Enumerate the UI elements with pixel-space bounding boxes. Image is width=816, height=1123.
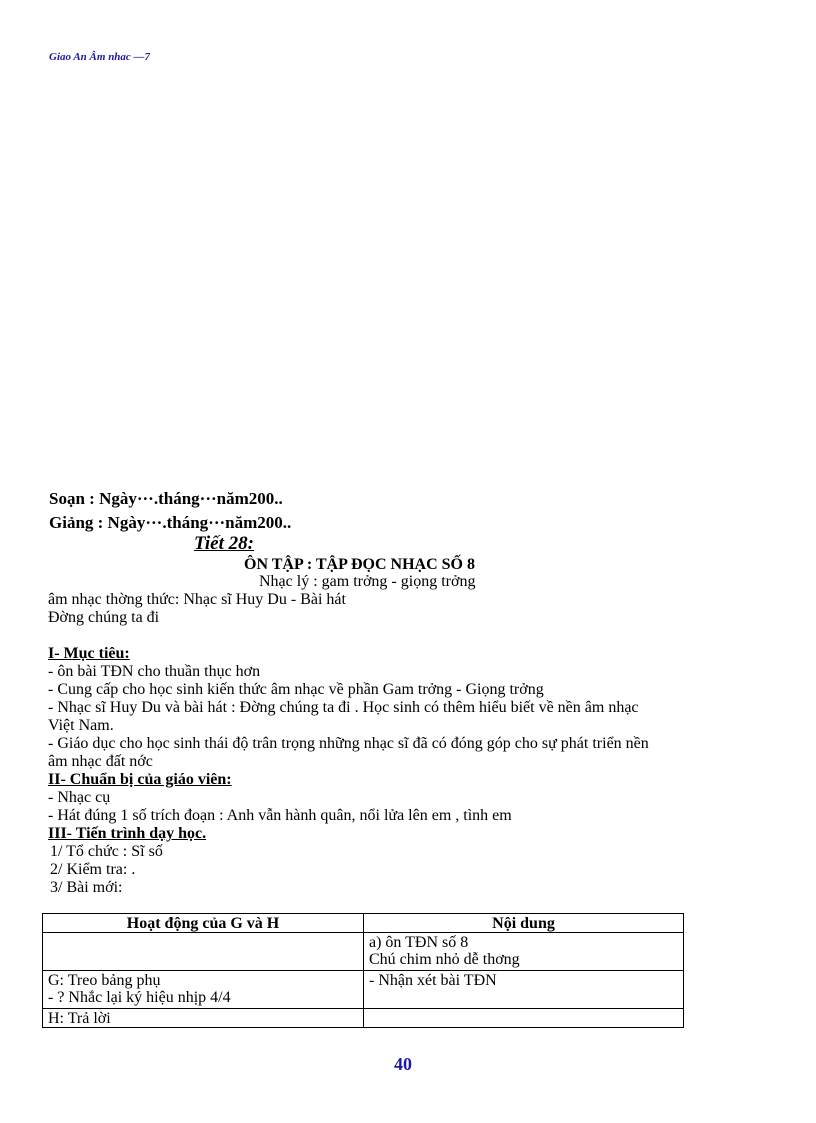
process-item: 3/ Bài mới: xyxy=(50,879,123,896)
table-header-activities: Hoạt động của G và H xyxy=(43,914,364,933)
table-header-content: Nội dung xyxy=(364,914,684,933)
table-cell-activity xyxy=(43,1009,364,1028)
teach-date: Giảng : Ngày···.tháng···năm200.. xyxy=(49,513,292,532)
objective-item: - Cung cấp cho học sinh kiến thức âm nhạc về phần Gam trởng - Giọng trởng xyxy=(48,681,544,698)
table-row xyxy=(43,1009,684,1028)
objective-item: - ôn bài TĐN cho thuần thục hơn xyxy=(48,663,261,680)
table-cell-content xyxy=(364,1009,684,1028)
cell-line: a) ôn TĐN số 8 xyxy=(369,934,469,951)
process-item: 1/ Tổ chức : Sĩ số xyxy=(50,843,163,860)
cell-line: - ? Nhắc lại ký hiệu nhịp 4/4 xyxy=(48,989,231,1006)
prepare-date: Soạn : Ngày···.tháng···năm200.. xyxy=(49,489,283,508)
activities-table xyxy=(42,913,684,1028)
cell-line: H: Trả lời xyxy=(48,1010,111,1027)
document-header: Giao An Âm nhac —7 xyxy=(49,51,151,63)
table-cell-content xyxy=(364,971,684,1009)
lesson-subtitle: Nhạc lý : gam trởng - giọng trởng xyxy=(259,573,476,590)
lesson-number: Tiết 28: xyxy=(194,533,254,554)
section-process-heading: III- Tiến trình dạy học. xyxy=(48,825,207,842)
preparation-item: - Nhạc cụ xyxy=(48,789,111,806)
cell-line: G: Treo bảng phụ xyxy=(48,972,161,989)
lesson-subtitle: Đờng chúng ta đi xyxy=(48,609,160,626)
objective-item: - Nhạc sĩ Huy Du và bài hát : Đờng chúng ta đi . Học sinh có thêm hiểu biết về nền âm nhạc xyxy=(48,699,639,716)
table-header-row xyxy=(43,914,684,933)
table-row xyxy=(43,933,684,971)
objective-item: - Giáo dục cho học sinh thái độ trân trọng những nhạc sĩ đã có đóng góp cho sự phát triển nền xyxy=(48,735,649,752)
cell-line: Chú chim nhỏ dễ thơng xyxy=(369,951,520,968)
table-cell-activity xyxy=(43,971,364,1009)
section-preparation-heading: II- Chuẩn bị của giáo viên: xyxy=(48,771,232,788)
cell-line: - Nhận xét bài TĐN xyxy=(369,972,497,989)
lesson-title: ÔN TẬP : TẬP ĐỌC NHẠC SỐ 8 xyxy=(244,556,475,573)
page-number: 40 xyxy=(394,1054,412,1074)
objective-item: âm nhạc đất nớc xyxy=(48,753,153,770)
process-item: 2/ Kiểm tra: . xyxy=(50,861,136,878)
preparation-item: - Hát đúng 1 số trích đoạn : Anh vẫn hành quân, nổi lửa lên em , tình em xyxy=(48,807,512,824)
objective-item: Việt Nam. xyxy=(48,717,114,734)
table-row xyxy=(43,971,684,1009)
table-cell-content xyxy=(364,933,684,971)
table-cell-activity xyxy=(43,933,364,971)
section-objectives-heading: I- Mục tiêu: xyxy=(48,645,130,662)
lesson-subtitle: âm nhạc thờng thức: Nhạc sĩ Huy Du - Bài hát xyxy=(48,591,346,608)
